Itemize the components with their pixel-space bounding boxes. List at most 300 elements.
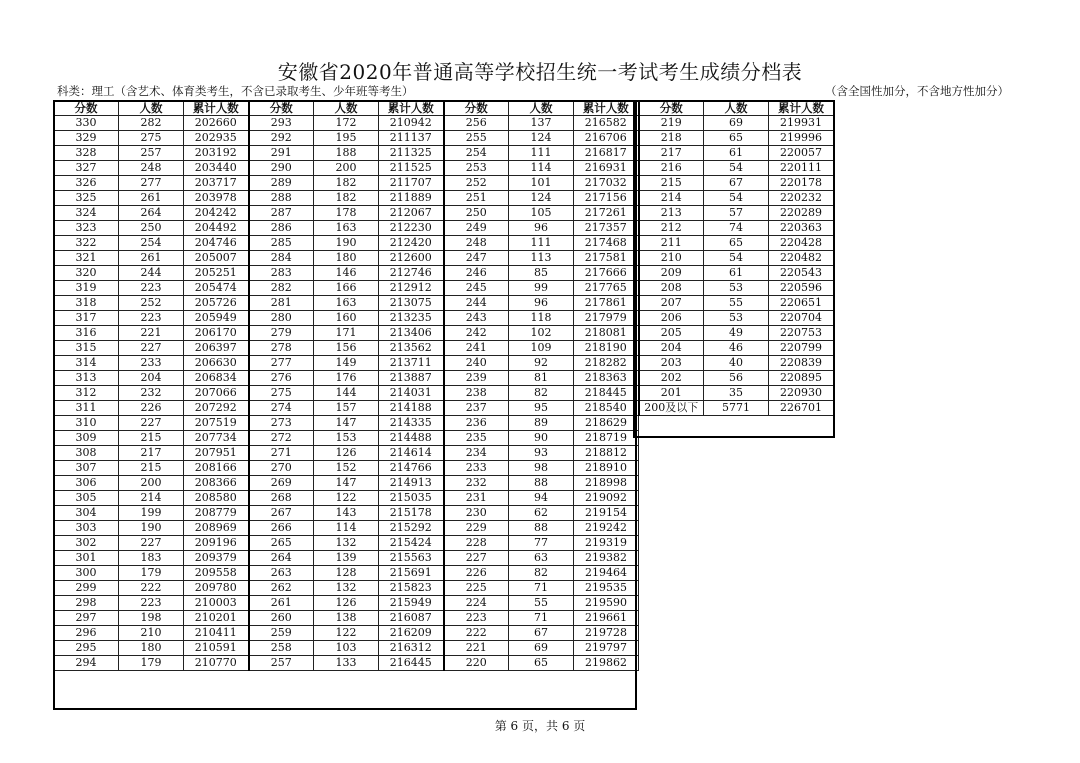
score-cell: 247 <box>444 251 509 266</box>
score-cell: 241 <box>444 341 509 356</box>
cumulative-cell: 217357 <box>574 221 639 236</box>
score-cell: 301 <box>54 551 119 566</box>
score-cell: 298 <box>54 596 119 611</box>
score-cell: 311 <box>54 401 119 416</box>
cumulative-cell: 205007 <box>184 251 249 266</box>
empty-cell <box>704 536 769 551</box>
count-cell: 61 <box>704 146 769 161</box>
cumulative-cell: 202935 <box>184 131 249 146</box>
score-cell: 300 <box>54 566 119 581</box>
cumulative-cell: 219319 <box>574 536 639 551</box>
score-cell: 285 <box>249 236 314 251</box>
empty-cell <box>704 581 769 596</box>
cumulative-cell: 220543 <box>769 266 834 281</box>
cumulative-cell: 207951 <box>184 446 249 461</box>
cumulative-cell: 202660 <box>184 116 249 131</box>
count-cell: 232 <box>119 386 184 401</box>
table-row <box>54 116 834 131</box>
score-cell: 227 <box>444 551 509 566</box>
count-cell: 261 <box>119 191 184 206</box>
score-cell: 265 <box>249 536 314 551</box>
count-cell: 71 <box>509 581 574 596</box>
table-row <box>54 161 834 176</box>
empty-cell <box>639 521 704 536</box>
empty-cell <box>769 656 834 671</box>
count-cell: 179 <box>119 566 184 581</box>
empty-cell <box>704 506 769 521</box>
count-cell: 257 <box>119 146 184 161</box>
cumulative-cell: 219996 <box>769 131 834 146</box>
score-cell: 201 <box>639 386 704 401</box>
cumulative-cell: 218719 <box>574 431 639 446</box>
count-cell: 215 <box>119 461 184 476</box>
score-cell: 275 <box>249 386 314 401</box>
cumulative-cell: 216931 <box>574 161 639 176</box>
table-row <box>54 281 834 296</box>
score-cell: 323 <box>54 221 119 236</box>
count-cell: 55 <box>704 296 769 311</box>
cumulative-cell: 220111 <box>769 161 834 176</box>
empty-cell <box>639 461 704 476</box>
cumulative-cell: 218445 <box>574 386 639 401</box>
score-cell: 206 <box>639 311 704 326</box>
table-row <box>54 341 834 356</box>
score-cell: 266 <box>249 521 314 536</box>
cumulative-cell: 204492 <box>184 221 249 236</box>
score-cell: 200及以下 <box>639 401 704 416</box>
score-cell: 317 <box>54 311 119 326</box>
cumulative-cell: 208969 <box>184 521 249 536</box>
count-cell: 46 <box>704 341 769 356</box>
cumulative-cell: 215691 <box>379 566 444 581</box>
cumulative-cell: 216817 <box>574 146 639 161</box>
count-cell: 67 <box>704 176 769 191</box>
cumulative-cell: 206170 <box>184 326 249 341</box>
count-cell: 71 <box>509 611 574 626</box>
count-cell: 152 <box>314 461 379 476</box>
score-cell: 320 <box>54 266 119 281</box>
count-cell: 122 <box>314 491 379 506</box>
table-row <box>54 431 834 446</box>
cumulative-cell: 217666 <box>574 266 639 281</box>
count-cell: 132 <box>314 581 379 596</box>
score-cell: 256 <box>444 116 509 131</box>
table-row <box>54 386 834 401</box>
count-cell: 227 <box>119 341 184 356</box>
empty-cell <box>769 536 834 551</box>
count-cell: 139 <box>314 551 379 566</box>
cumulative-cell: 217468 <box>574 236 639 251</box>
column-header: 累计人数 <box>769 101 834 116</box>
empty-cell <box>704 416 769 431</box>
count-cell: 118 <box>509 311 574 326</box>
count-cell: 176 <box>314 371 379 386</box>
count-cell: 103 <box>314 641 379 656</box>
score-cell: 205 <box>639 326 704 341</box>
count-cell: 88 <box>509 476 574 491</box>
score-cell: 294 <box>54 656 119 671</box>
empty-cell <box>769 566 834 581</box>
count-cell: 163 <box>314 221 379 236</box>
empty-cell <box>639 596 704 611</box>
cumulative-cell: 218081 <box>574 326 639 341</box>
count-cell: 69 <box>704 116 769 131</box>
cumulative-cell: 220895 <box>769 371 834 386</box>
table-row <box>54 461 834 476</box>
cumulative-cell: 219797 <box>574 641 639 656</box>
count-cell: 128 <box>314 566 379 581</box>
score-cell: 273 <box>249 416 314 431</box>
cumulative-cell: 220057 <box>769 146 834 161</box>
cumulative-cell: 215949 <box>379 596 444 611</box>
cumulative-cell: 208779 <box>184 506 249 521</box>
count-cell: 157 <box>314 401 379 416</box>
cumulative-cell: 210942 <box>379 116 444 131</box>
cumulative-cell: 210411 <box>184 626 249 641</box>
score-distribution-table <box>53 100 834 671</box>
score-cell: 304 <box>54 506 119 521</box>
bonus-note: （含全国性加分，不含地方性加分） <box>825 84 1009 98</box>
score-cell: 322 <box>54 236 119 251</box>
score-cell: 297 <box>54 611 119 626</box>
score-cell: 226 <box>444 566 509 581</box>
empty-cell <box>639 536 704 551</box>
score-cell: 251 <box>444 191 509 206</box>
count-cell: 200 <box>119 476 184 491</box>
score-cell: 237 <box>444 401 509 416</box>
count-cell: 102 <box>509 326 574 341</box>
cumulative-cell: 219154 <box>574 506 639 521</box>
score-cell: 215 <box>639 176 704 191</box>
empty-cell <box>704 641 769 656</box>
count-cell: 282 <box>119 116 184 131</box>
score-cell: 293 <box>249 116 314 131</box>
table-row <box>54 536 834 551</box>
column-header: 分数 <box>444 101 509 116</box>
cumulative-cell: 216312 <box>379 641 444 656</box>
cumulative-cell: 203978 <box>184 191 249 206</box>
cumulative-cell: 218282 <box>574 356 639 371</box>
count-cell: 63 <box>509 551 574 566</box>
score-cell: 228 <box>444 536 509 551</box>
count-cell: 261 <box>119 251 184 266</box>
score-cell: 313 <box>54 371 119 386</box>
table-row <box>54 146 834 161</box>
cumulative-cell: 214913 <box>379 476 444 491</box>
cumulative-cell: 212746 <box>379 266 444 281</box>
cumulative-cell: 219728 <box>574 626 639 641</box>
table-row <box>54 356 834 371</box>
cumulative-cell: 216445 <box>379 656 444 671</box>
column-header: 分数 <box>249 101 314 116</box>
cumulative-cell: 207066 <box>184 386 249 401</box>
empty-cell <box>704 656 769 671</box>
cumulative-cell: 213075 <box>379 296 444 311</box>
column-header: 分数 <box>639 101 704 116</box>
empty-cell <box>704 431 769 446</box>
score-cell: 281 <box>249 296 314 311</box>
cumulative-cell: 213562 <box>379 341 444 356</box>
score-cell: 225 <box>444 581 509 596</box>
cumulative-cell: 219862 <box>574 656 639 671</box>
count-cell: 96 <box>509 221 574 236</box>
cumulative-cell: 210201 <box>184 611 249 626</box>
cumulative-cell: 209558 <box>184 566 249 581</box>
score-cell: 239 <box>444 371 509 386</box>
count-cell: 222 <box>119 581 184 596</box>
score-cell: 278 <box>249 341 314 356</box>
column-header: 累计人数 <box>574 101 639 116</box>
empty-cell <box>704 446 769 461</box>
cumulative-cell: 212230 <box>379 221 444 236</box>
count-cell: 53 <box>704 311 769 326</box>
count-cell: 65 <box>704 131 769 146</box>
count-cell: 137 <box>509 116 574 131</box>
score-cell: 218 <box>639 131 704 146</box>
count-cell: 223 <box>119 311 184 326</box>
table-row <box>54 641 834 656</box>
cumulative-cell: 220178 <box>769 176 834 191</box>
count-cell: 95 <box>509 401 574 416</box>
cumulative-cell: 219590 <box>574 596 639 611</box>
count-cell: 204 <box>119 371 184 386</box>
cumulative-cell: 214614 <box>379 446 444 461</box>
column-header: 人数 <box>704 101 769 116</box>
count-cell: 171 <box>314 326 379 341</box>
cumulative-cell: 214488 <box>379 431 444 446</box>
score-cell: 243 <box>444 311 509 326</box>
count-cell: 85 <box>509 266 574 281</box>
count-cell: 49 <box>704 326 769 341</box>
cumulative-cell: 212912 <box>379 281 444 296</box>
score-cell: 253 <box>444 161 509 176</box>
score-cell: 238 <box>444 386 509 401</box>
cumulative-cell: 220363 <box>769 221 834 236</box>
table-row <box>54 311 834 326</box>
count-cell: 210 <box>119 626 184 641</box>
count-cell: 111 <box>509 146 574 161</box>
score-cell: 261 <box>249 596 314 611</box>
table-row <box>54 251 834 266</box>
cumulative-cell: 220289 <box>769 206 834 221</box>
table-subheader <box>57 83 1009 99</box>
score-cell: 268 <box>249 491 314 506</box>
count-cell: 132 <box>314 536 379 551</box>
count-cell: 275 <box>119 131 184 146</box>
score-cell: 319 <box>54 281 119 296</box>
cumulative-cell: 220799 <box>769 341 834 356</box>
count-cell: 40 <box>704 356 769 371</box>
score-cell: 318 <box>54 296 119 311</box>
empty-cell <box>769 416 834 431</box>
score-cell: 208 <box>639 281 704 296</box>
score-cell: 236 <box>444 416 509 431</box>
cumulative-cell: 203440 <box>184 161 249 176</box>
empty-cell <box>639 626 704 641</box>
count-cell: 82 <box>509 566 574 581</box>
cumulative-cell: 205726 <box>184 296 249 311</box>
empty-cell <box>769 446 834 461</box>
count-cell: 105 <box>509 206 574 221</box>
score-cell: 222 <box>444 626 509 641</box>
cumulative-cell: 214031 <box>379 386 444 401</box>
score-cell: 234 <box>444 446 509 461</box>
score-cell: 289 <box>249 176 314 191</box>
cumulative-cell: 214766 <box>379 461 444 476</box>
score-cell: 248 <box>444 236 509 251</box>
cumulative-cell: 215035 <box>379 491 444 506</box>
empty-cell <box>769 581 834 596</box>
cumulative-cell: 212420 <box>379 236 444 251</box>
score-cell: 325 <box>54 191 119 206</box>
count-cell: 223 <box>119 596 184 611</box>
count-cell: 153 <box>314 431 379 446</box>
cumulative-cell: 215424 <box>379 536 444 551</box>
score-cell: 315 <box>54 341 119 356</box>
score-cell: 295 <box>54 641 119 656</box>
cumulative-cell: 219092 <box>574 491 639 506</box>
table-row <box>54 506 834 521</box>
score-cell: 216 <box>639 161 704 176</box>
cumulative-cell: 204242 <box>184 206 249 221</box>
score-cell: 257 <box>249 656 314 671</box>
count-cell: 182 <box>314 176 379 191</box>
table-row <box>54 551 834 566</box>
empty-cell <box>704 491 769 506</box>
score-cell: 232 <box>444 476 509 491</box>
cumulative-cell: 219464 <box>574 566 639 581</box>
score-cell: 287 <box>249 206 314 221</box>
cumulative-cell: 216209 <box>379 626 444 641</box>
count-cell: 81 <box>509 371 574 386</box>
score-cell: 203 <box>639 356 704 371</box>
count-cell: 215 <box>119 431 184 446</box>
score-cell: 327 <box>54 161 119 176</box>
empty-cell <box>639 656 704 671</box>
count-cell: 178 <box>314 206 379 221</box>
score-cell: 209 <box>639 266 704 281</box>
count-cell: 109 <box>509 341 574 356</box>
score-cell: 280 <box>249 311 314 326</box>
score-cell: 324 <box>54 206 119 221</box>
empty-cell <box>769 521 834 536</box>
cumulative-cell: 206834 <box>184 371 249 386</box>
count-cell: 199 <box>119 506 184 521</box>
table-row <box>54 596 834 611</box>
cumulative-cell: 209196 <box>184 536 249 551</box>
score-cell: 310 <box>54 416 119 431</box>
empty-cell <box>769 461 834 476</box>
cumulative-cell: 207292 <box>184 401 249 416</box>
count-cell: 180 <box>314 251 379 266</box>
cumulative-cell: 215292 <box>379 521 444 536</box>
score-cell: 246 <box>444 266 509 281</box>
cumulative-cell: 205251 <box>184 266 249 281</box>
cumulative-cell: 207734 <box>184 431 249 446</box>
score-cell: 290 <box>249 161 314 176</box>
cumulative-cell: 205474 <box>184 281 249 296</box>
count-cell: 190 <box>314 236 379 251</box>
score-cell: 302 <box>54 536 119 551</box>
score-cell: 296 <box>54 626 119 641</box>
empty-cell <box>639 476 704 491</box>
score-cell: 329 <box>54 131 119 146</box>
count-cell: 190 <box>119 521 184 536</box>
cumulative-cell: 216706 <box>574 131 639 146</box>
count-cell: 198 <box>119 611 184 626</box>
count-cell: 214 <box>119 491 184 506</box>
cumulative-cell: 206630 <box>184 356 249 371</box>
table-row <box>54 326 834 341</box>
score-cell: 314 <box>54 356 119 371</box>
cumulative-cell: 215178 <box>379 506 444 521</box>
count-cell: 55 <box>509 596 574 611</box>
count-cell: 126 <box>314 596 379 611</box>
score-cell: 308 <box>54 446 119 461</box>
score-cell: 245 <box>444 281 509 296</box>
cumulative-cell: 210003 <box>184 596 249 611</box>
table-row <box>54 566 834 581</box>
count-cell: 147 <box>314 476 379 491</box>
count-cell: 254 <box>119 236 184 251</box>
table-row <box>54 581 834 596</box>
empty-cell <box>639 446 704 461</box>
score-cell: 235 <box>444 431 509 446</box>
score-cell: 217 <box>639 146 704 161</box>
count-cell: 166 <box>314 281 379 296</box>
count-cell: 233 <box>119 356 184 371</box>
count-cell: 53 <box>704 281 769 296</box>
score-cell: 288 <box>249 191 314 206</box>
cumulative-cell: 209379 <box>184 551 249 566</box>
table-row <box>54 266 834 281</box>
count-cell: 221 <box>119 326 184 341</box>
cumulative-cell: 213235 <box>379 311 444 326</box>
cumulative-cell: 220596 <box>769 281 834 296</box>
count-cell: 244 <box>119 266 184 281</box>
cumulative-cell: 209780 <box>184 581 249 596</box>
count-cell: 227 <box>119 416 184 431</box>
count-cell: 67 <box>509 626 574 641</box>
score-cell: 229 <box>444 521 509 536</box>
cumulative-cell: 220651 <box>769 296 834 311</box>
score-cell: 210 <box>639 251 704 266</box>
score-cell: 249 <box>444 221 509 236</box>
count-cell: 133 <box>314 656 379 671</box>
count-cell: 163 <box>314 296 379 311</box>
empty-cell <box>639 431 704 446</box>
score-cell: 316 <box>54 326 119 341</box>
empty-cell <box>769 431 834 446</box>
score-cell: 321 <box>54 251 119 266</box>
count-cell: 250 <box>119 221 184 236</box>
cumulative-cell: 218812 <box>574 446 639 461</box>
cumulative-cell: 220839 <box>769 356 834 371</box>
cumulative-cell: 218363 <box>574 371 639 386</box>
cumulative-cell: 219242 <box>574 521 639 536</box>
count-cell: 90 <box>509 431 574 446</box>
cumulative-cell: 214335 <box>379 416 444 431</box>
table-row <box>54 206 834 221</box>
count-cell: 88 <box>509 521 574 536</box>
score-cell: 272 <box>249 431 314 446</box>
count-cell: 5771 <box>704 401 769 416</box>
cumulative-cell: 220753 <box>769 326 834 341</box>
count-cell: 183 <box>119 551 184 566</box>
score-cell: 240 <box>444 356 509 371</box>
cumulative-cell: 220704 <box>769 311 834 326</box>
count-cell: 54 <box>704 251 769 266</box>
